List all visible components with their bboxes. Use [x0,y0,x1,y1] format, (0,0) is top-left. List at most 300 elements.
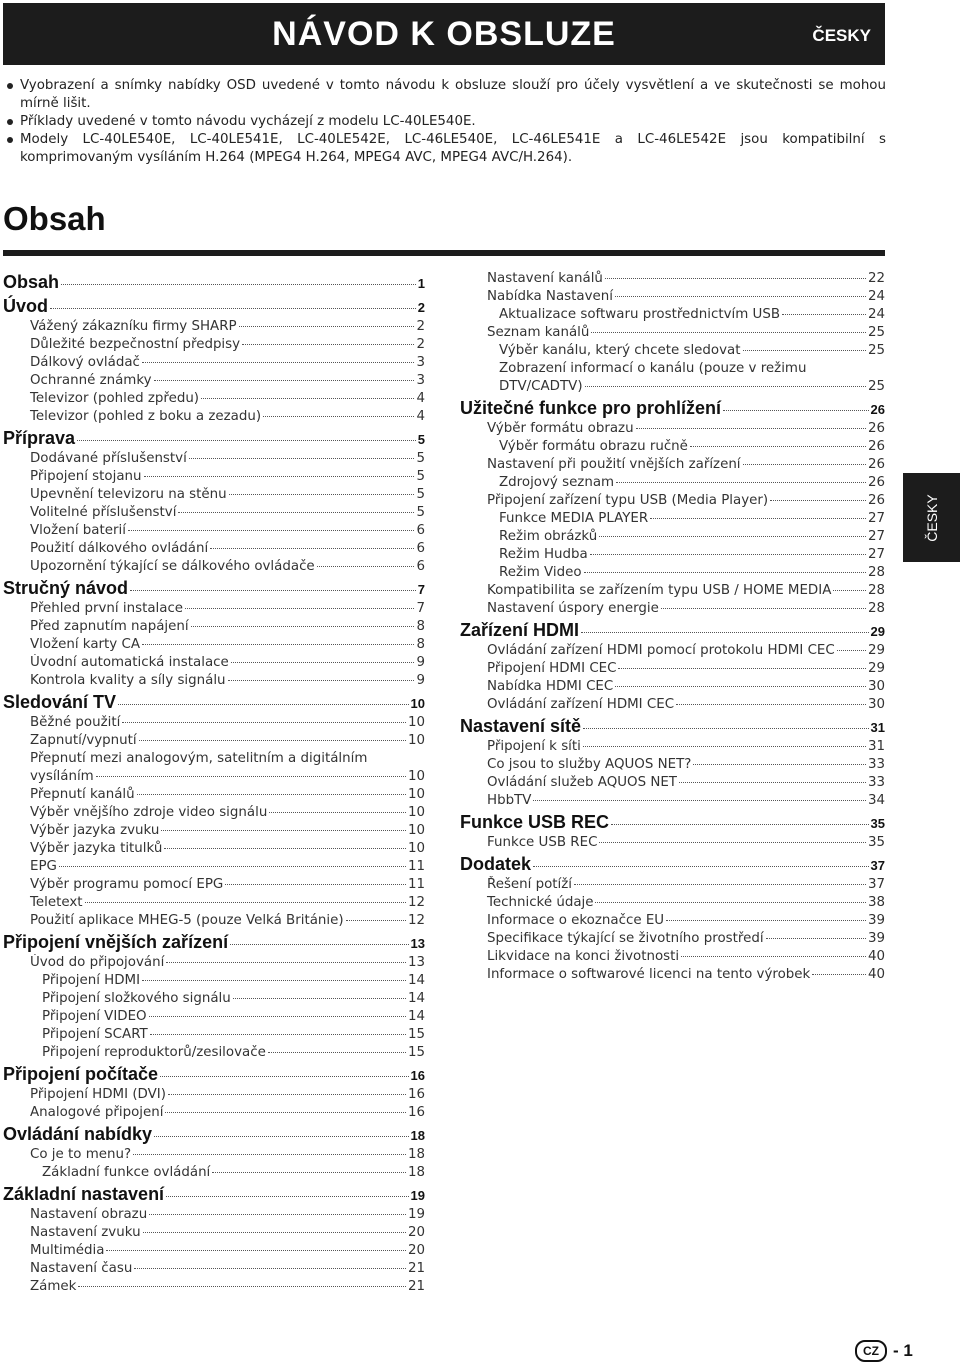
toc-entry [3,750,425,768]
toc-section-heading [460,810,885,834]
toc-leader-dots [533,866,869,867]
toc-section-heading [3,576,425,600]
toc-leader-dots [666,920,866,921]
toc-entry-title: vysíláním [30,769,94,784]
toc-page-number: 27 [867,511,885,526]
toc-entry-title: Zapnutí/vypnutí [30,733,137,748]
toc-entry [3,990,425,1008]
toc-leader-dots [574,884,866,885]
toc-leader-dots [212,1172,406,1173]
toc-leader-dots [583,728,868,729]
language-label: ČESKY [812,26,871,45]
toc-section-heading [460,714,885,738]
toc-entry [460,564,885,582]
toc-page-number: 16 [410,1068,425,1083]
toc-leader-dots [837,650,866,651]
toc-entry-title: Použití aplikace MHEG-5 (pouze Velká Británie) [30,913,344,928]
toc-entry-title: Nastavení úspory energie [487,601,659,616]
toc-entry [3,786,425,804]
toc-leader-dots [142,980,406,981]
toc-leader-dots [317,566,415,567]
toc-leader-dots [139,740,406,741]
toc-entry-title: Ovládání nabídky [3,1124,153,1144]
toc-entry [3,1278,425,1296]
toc-entry-title: Režim obrázků [499,529,598,544]
toc-page-number: 29 [867,643,885,658]
toc-entry-title: Funkce MEDIA PLAYER [499,511,649,526]
toc-entry-title: Likvidace na konci životnosti [487,949,680,964]
toc-page-number: 39 [867,931,885,946]
toc-entry-title: Zařízení HDMI [460,620,580,640]
toc-page-number: 11 [407,877,425,892]
toc-entry [460,678,885,696]
toc-entry-title: Připojení k síti [487,739,581,754]
toc-page-number: 10 [407,841,425,856]
toc-entry [3,1104,425,1122]
toc-entry [460,912,885,930]
toc-leader-dots [106,1250,406,1251]
toc-leader-dots [661,608,866,609]
toc-leader-dots [581,632,869,633]
toc-page-number: 8 [416,619,425,634]
toc-entry-title: DTV/CADTV) [499,379,583,394]
toc-entry [460,756,885,774]
toc-leader-dots [533,800,866,801]
toc-leader-dots [595,902,865,903]
toc-leader-dots [782,314,866,315]
toc-entry [460,546,885,564]
toc-entry [3,390,425,408]
toc-page-number: 26 [867,457,885,472]
toc-entry [460,894,885,912]
note-item: Vyobrazení a snímky nabídky OSD uvedené v tomto návodu k obsluze slouží pro účely vysvětlení a ve skutečnosti se mohou mírně lišit. [6,77,886,113]
toc-leader-dots [133,1154,406,1155]
toc-leader-dots [812,974,866,975]
document-title: NÁVOD K OBSLUZE [272,15,616,53]
toc-page-number: 7 [417,582,425,597]
toc-leader-dots [590,554,866,555]
toc-leader-dots [676,704,866,705]
toc-entry [460,528,885,546]
toc-entry [3,732,425,750]
toc-page-number: 7 [416,601,425,616]
toc-page-number: 29 [867,661,885,676]
toc-page-number: 25 [867,325,885,340]
toc-entry [460,834,885,852]
toc-entry-title: Nastavení sítě [460,716,582,736]
toc-entry-title: Co je to menu? [30,1147,132,1162]
toc-leader-dots [185,608,414,609]
toc-entry [460,966,885,984]
toc-leader-dots [150,1034,406,1035]
toc-entry-title: Připojení počítače [3,1064,159,1084]
toc-entry-title: Ochranné známky [30,373,152,388]
toc-entry-title: Nastavení při použití vnějších zařízení [487,457,741,472]
toc-leader-dots [142,362,415,363]
toc-leader-dots [233,998,406,999]
toc-page-number: 16 [407,1087,425,1102]
toc-page-number: 5 [416,487,425,502]
toc-leader-dots [50,308,416,309]
toc-leader-dots [130,590,416,591]
toc-entry [3,1164,425,1182]
toc-page-number: 27 [867,529,885,544]
toc-entry-title: Co jsou to služby AQUOS NET? [487,757,692,772]
toc-entry-title: Režim Hudba [499,547,588,562]
toc-leader-dots [263,416,414,417]
toc-leader-dots [650,518,866,519]
toc-entry-title: Běžné použití [30,715,121,730]
toc-page-number: 5 [416,451,425,466]
toc-entry-title: Přehled první instalace [30,601,184,616]
toc-entry [460,696,885,714]
toc-page-number: 35 [870,816,885,831]
toc-page-number: 25 [867,379,885,394]
toc-entry-title: Před zapnutím napájení [30,619,189,634]
toc-page-number: 26 [867,475,885,490]
toc-entry-title: Připojení HDMI [42,973,141,988]
toc-page-number: 20 [407,1243,425,1258]
toc-page-number: 12 [407,895,425,910]
toc-section-heading [3,690,425,714]
note-item: Příklady uvedené v tomto návodu vycházejí z modelu LC-40LE540E. [6,113,886,131]
toc-page-number: 15 [407,1027,425,1042]
toc-page-number: 12 [407,913,425,928]
toc-entry-title: Volitelné příslušenství [30,505,177,520]
toc-leader-dots [78,1286,406,1287]
toc-leader-dots [160,1076,408,1077]
toc-page-number: 30 [867,697,885,712]
toc-leader-dots [164,848,406,849]
toc-page-number: 28 [867,565,885,580]
toc-entry-title: Zobrazení informací o kanálu (pouze v režimu [499,361,807,376]
toc-page-number: 38 [867,895,885,910]
toc-page-number: 10 [410,696,425,711]
toc-entry [460,270,885,288]
toc-page-number: 26 [867,493,885,508]
toc-entry [460,288,885,306]
toc-page-number: 26 [870,402,885,417]
toc-leader-dots [137,794,406,795]
toc-page-number: 14 [407,973,425,988]
toc-page-number: 22 [867,271,885,286]
toc-entry-title: Vložení baterií [30,523,126,538]
toc-entry [3,558,425,576]
toc-entry [460,510,885,528]
header-bar [3,3,885,65]
toc-page-number: 10 [407,787,425,802]
toc-entry-title: Připojení HDMI CEC [487,661,617,676]
toc-leader-dots [178,512,414,513]
toc-leader-dots [143,1232,406,1233]
toc-entry [3,1086,425,1104]
toc-section-heading [3,930,425,954]
toc-entry-title: EPG [30,859,57,874]
toc-leader-dots [346,920,406,921]
toc-entry-title: Důležité bezpečnostní předpisy [30,337,241,352]
toc-entry-title: Připojení reproduktorů/zesilovače [42,1045,266,1060]
toc-page-number: 19 [410,1188,425,1203]
toc-entry-title: Upevnění televizoru na stěnu [30,487,227,502]
toc-entry [3,912,425,930]
toc-entry-title: Připojení SCART [42,1027,148,1042]
toc-section-heading [460,618,885,642]
toc-entry [460,474,885,492]
toc-entry [460,948,885,966]
toc-entry-title: Funkce USB REC [460,812,610,832]
toc-page-number: 20 [407,1225,425,1240]
toc-leader-dots [766,938,866,939]
toc-leader-dots [584,572,866,573]
toc-leader-dots [743,464,866,465]
toc-entry-title: Ovládání služeb AQUOS NET [487,775,677,790]
toc-leader-dots [599,842,866,843]
toc-section-heading [3,1062,425,1086]
toc-page-number: 33 [867,757,885,772]
toc-page-number: 11 [407,859,425,874]
toc-leader-dots [231,662,415,663]
toc-page-number: 21 [407,1279,425,1294]
page-number [855,1340,913,1362]
toc-entry [3,354,425,372]
toc-page-number: 31 [870,720,885,735]
toc-entry [460,582,885,600]
toc-entry [3,822,425,840]
toc-page-number: 2 [416,319,425,334]
side-tab-label: ČESKY [923,493,940,542]
toc-leader-dots [616,482,866,483]
toc-page-number: 2 [416,337,425,352]
toc-leader-dots [605,278,866,279]
toc-leader-dots [615,686,866,687]
notes-list [6,77,886,167]
toc-entry [3,804,425,822]
toc-page-number: 24 [867,307,885,322]
toc-entry [3,876,425,894]
toc-entry-title: Televizor (pohled z boku a zezadu) [30,409,262,424]
toc-leader-dots [85,902,406,903]
toc-entry [3,1008,425,1026]
toc-entry [460,600,885,618]
toc-page-number: 35 [867,835,885,850]
toc-entry [3,1026,425,1044]
toc-leader-dots [833,590,866,591]
toc-leader-dots [679,782,866,783]
toc-entry [460,792,885,810]
toc-page-number: 39 [867,913,885,928]
toc-entry-title: Nabídka Nastavení [487,289,613,304]
toc-entry [460,378,885,396]
toc-leader-dots [225,884,406,885]
toc-entry-title: Přepnutí mezi analogovým, satelitním a digitálním [30,751,368,766]
toc-entry-title: Připojení stojanu [30,469,142,484]
toc-leader-dots [149,1214,406,1215]
language-badge: CZ [855,1340,887,1362]
toc-entry [3,1044,425,1062]
toc-page-number: 18 [407,1165,425,1180]
toc-entry-title: Výběr jazyka zvuku [30,823,160,838]
toc-page-number: 25 [867,343,885,358]
toc-page-number: 24 [867,289,885,304]
toc-page-number: 3 [416,355,425,370]
toc-leader-dots [228,680,415,681]
toc-entry-title: Nastavení času [30,1261,133,1276]
toc-entry [3,540,425,558]
toc-entry [460,456,885,474]
toc-leader-dots [201,398,414,399]
toc-section-heading [3,1122,425,1146]
page-number-text: - 1 [893,1341,913,1360]
toc-page-number: 6 [416,541,425,556]
toc-leader-dots [583,746,866,747]
toc-section-heading [3,270,425,294]
toc-page-number: 28 [867,583,885,598]
toc-entry [460,876,885,894]
toc-leader-dots [144,476,415,477]
toc-left-column [3,270,425,1296]
toc-right-column [460,270,885,984]
toc-page-number: 1 [417,276,425,291]
toc-leader-dots [268,1052,406,1053]
toc-entry [3,504,425,522]
toc-leader-dots [191,626,415,627]
toc-entry-title: Přepnutí kanálů [30,787,135,802]
toc-entry [3,600,425,618]
toc-leader-dots [161,830,406,831]
toc-leader-dots [591,332,866,333]
toc-entry [460,420,885,438]
toc-entry [3,318,425,336]
toc-entry-title: Použití dálkového ovládání [30,541,209,556]
toc-leader-dots [165,1112,405,1113]
toc-entry [3,522,425,540]
toc-page-number: 13 [410,936,425,951]
toc-entry-title: Specifikace týkající se životního prostředí [487,931,764,946]
toc-page-number: 10 [407,823,425,838]
toc-entry-title: Dodávané příslušenství [30,451,187,466]
toc-page-number: 26 [867,421,885,436]
toc-entry-title: Sledování TV [3,692,117,712]
toc-leader-dots [189,458,415,459]
toc-entry-title: Výběr formátu obrazu [487,421,634,436]
toc-page-number: 28 [867,601,885,616]
toc-page-number: 26 [867,439,885,454]
toc-page-number: 30 [867,679,885,694]
toc-entry [460,642,885,660]
toc-entry [3,1146,425,1164]
toc-entry [3,1242,425,1260]
toc-entry-title: Ovládání zařízení HDMI CEC [487,697,675,712]
toc-leader-dots [128,530,415,531]
toc-leader-dots [690,446,866,447]
toc-leader-dots [122,722,406,723]
toc-leader-dots [96,776,406,777]
toc-entry-title: Připojení složkového signálu [42,991,231,1006]
toc-entry [3,408,425,426]
toc-leader-dots [154,380,415,381]
toc-section-heading [3,426,425,450]
toc-page-number: 29 [870,624,885,639]
toc-page-number: 14 [407,1009,425,1024]
toc-entry-title: Kontrola kvality a síly signálu [30,673,226,688]
toc-page-number: 18 [407,1147,425,1162]
toc-section-heading [3,1182,425,1206]
toc-entry-title: Obsah [3,272,60,292]
toc-page-number: 10 [407,715,425,730]
toc-entry-title: Nabídka HDMI CEC [487,679,614,694]
toc-leader-dots [242,344,414,345]
toc-leader-dots [142,644,414,645]
toc-page-number: 34 [867,793,885,808]
toc-page-number: 40 [867,949,885,964]
toc-page-number: 5 [416,505,425,520]
toc-entry [460,324,885,342]
toc-entry-title: Úvodní automatická instalace [30,655,229,670]
toc-entry-title: Zámek [30,1279,77,1294]
toc-entry-title: Režim Video [499,565,582,580]
toc-leader-dots [166,1196,408,1197]
toc-entry [460,360,885,378]
toc-entry [3,714,425,732]
toc-page-number: 27 [867,547,885,562]
toc-page-number: 6 [416,523,425,538]
toc-leader-dots [770,500,866,501]
toc-leader-dots [118,704,409,705]
toc-leader-dots [168,1094,406,1095]
toc-entry [3,450,425,468]
toc-leader-dots [269,812,406,813]
toc-leader-dots [239,326,415,327]
toc-page-number: 4 [416,391,425,406]
toc-entry-title: Funkce USB REC [487,835,598,850]
toc-entry-title: Informace o softwarové licenci na tento výrobek [487,967,811,982]
toc-page-number: 37 [867,877,885,892]
toc-leader-dots [723,410,868,411]
toc-page-number: 33 [867,775,885,790]
toc-leader-dots [61,284,416,285]
toc-page-number: 10 [407,805,425,820]
toc-leader-dots [636,428,866,429]
toc-entry-title: Stručný návod [3,578,129,598]
toc-entry [3,972,425,990]
toc-entry-title: Výběr vnějšího zdroje video signálu [30,805,268,820]
toc-leader-dots [154,1136,408,1137]
toc-page-number: 9 [416,673,425,688]
toc-entry-title: Nastavení obrazu [30,1207,148,1222]
toc-entry [460,738,885,756]
toc-entry-title: Ovládání zařízení HDMI pomocí protokolu HDMI CEC [487,643,835,658]
toc-leader-dots [585,386,866,387]
toc-entry [460,492,885,510]
toc-entry-title: Dálkový ovládač [30,355,140,370]
toc-entry [460,930,885,948]
toc-entry [460,660,885,678]
toc-page-number: 16 [407,1105,425,1120]
toc-entry-title: Teletext [30,895,83,910]
toc-entry [460,774,885,792]
toc-entry-title: Připojení HDMI (DVI) [30,1087,166,1102]
toc-entry-title: Upozornění týkající se dálkového ovládače [30,559,315,574]
toc-entry [3,858,425,876]
toc-leader-dots [681,956,866,957]
toc-page-number: 4 [416,409,425,424]
toc-entry [3,768,425,786]
toc-leader-dots [149,1016,406,1017]
toc-leader-dots [615,296,866,297]
toc-entry-title: Nastavení zvuku [30,1225,141,1240]
toc-page-number: 6 [416,559,425,574]
toc-entry-title: Připojení vnějších zařízení [3,932,229,952]
